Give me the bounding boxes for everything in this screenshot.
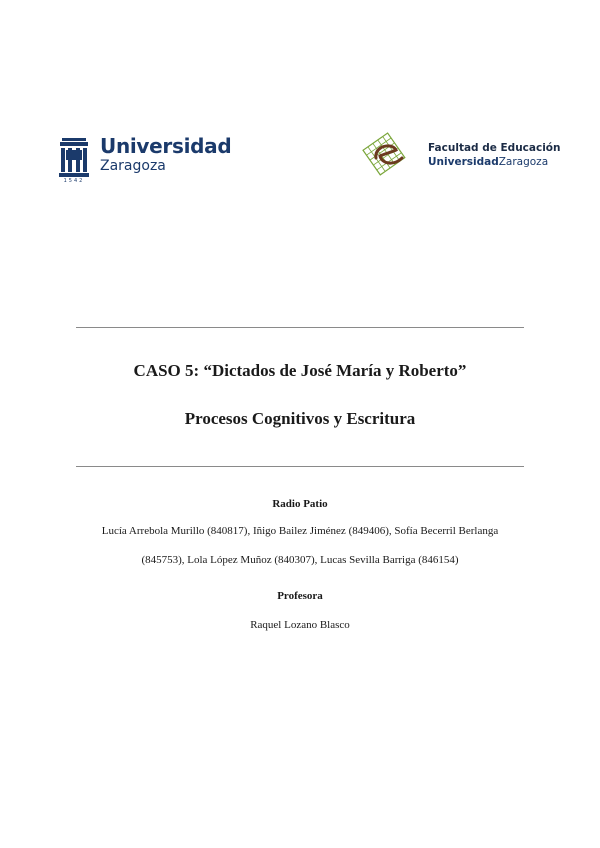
university-city: Zaragoza bbox=[100, 158, 166, 174]
university-logo bbox=[58, 134, 232, 184]
faculty-emblem-icon bbox=[356, 128, 414, 176]
professor-name: Raquel Lozano Blasco bbox=[250, 619, 350, 631]
faculty-name: Facultad de Educación bbox=[428, 142, 561, 154]
university-name: Universidad bbox=[100, 134, 232, 158]
bottom-divider bbox=[76, 466, 524, 467]
group-name: Radio Patio bbox=[272, 498, 328, 510]
authors-line-1: Lucía Arrebola Murillo (840817), Iñigo Bailez Jiménez (849406), Sofía Becerril Berlanga bbox=[101, 525, 499, 537]
faculty-university-bold: Universidad bbox=[428, 156, 499, 168]
university-crest-icon bbox=[58, 138, 90, 182]
top-divider bbox=[76, 327, 524, 328]
university-year: 1542 bbox=[63, 178, 85, 184]
faculty-university bbox=[428, 155, 561, 170]
faculty-logo bbox=[356, 128, 576, 178]
faculty-university-city: Zaragoza bbox=[498, 156, 549, 168]
document-subtitle: Procesos Cognitivos y Escritura bbox=[184, 409, 416, 428]
authors-line-2: (845753), Lola López Muñoz (840307), Lucas Sevilla Barriga (846154) bbox=[141, 554, 459, 566]
document-title: CASO 5: “Dictados de José María y Roberto” bbox=[133, 361, 467, 380]
professor-label: Profesora bbox=[277, 590, 323, 602]
